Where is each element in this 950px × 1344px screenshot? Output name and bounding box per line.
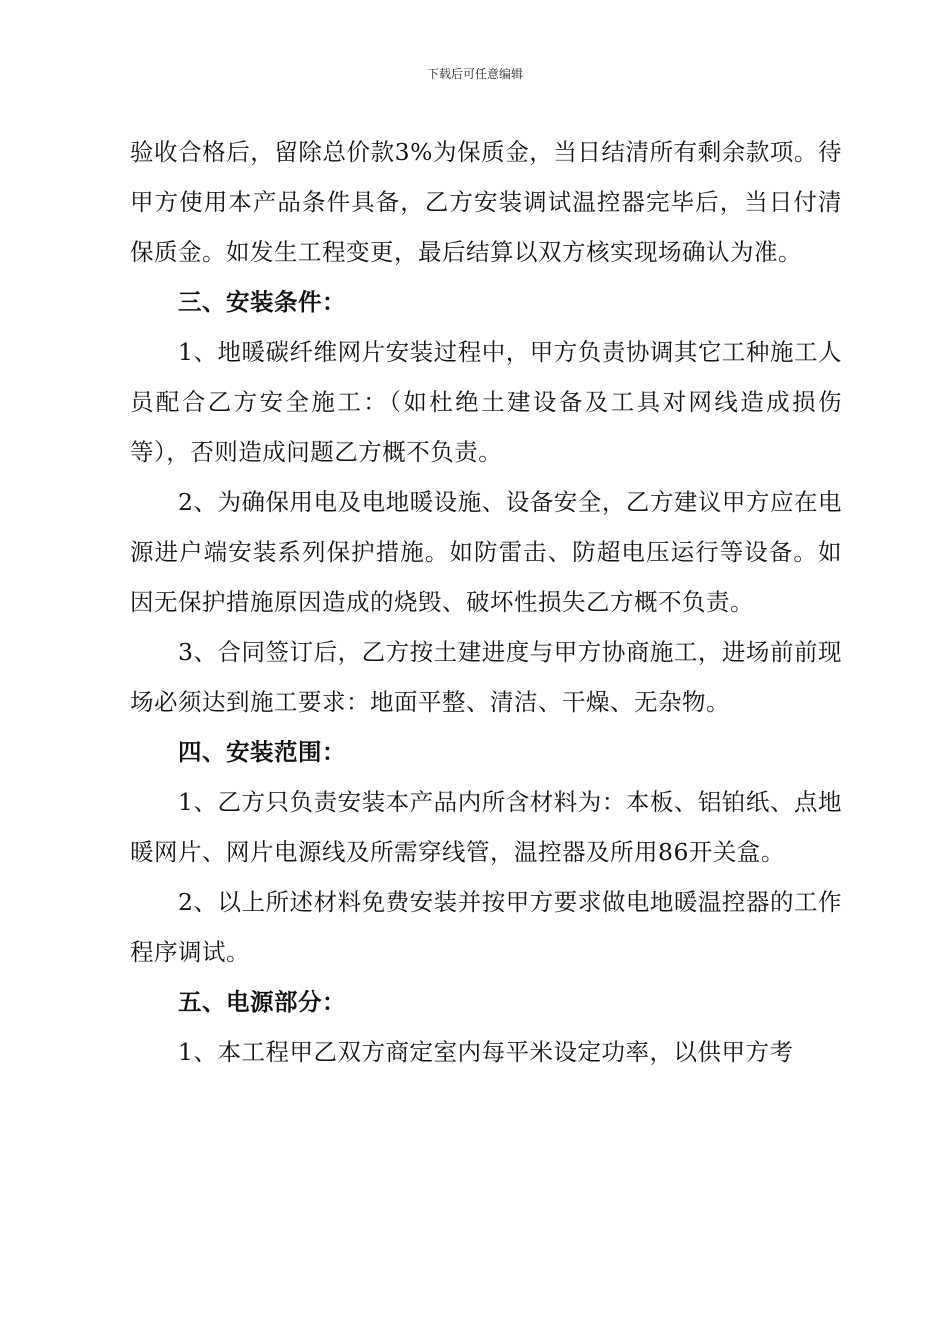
- section-heading-installation-conditions: 三、安装条件：: [178, 288, 346, 316]
- section-heading-power-supply: 五、电源部分：: [178, 988, 346, 1016]
- section-heading-installation-scope: 四、安装范围：: [178, 738, 346, 766]
- paragraph-power-1: 1、本工程甲乙双方商定室内每平米设定功率，以供甲方考: [178, 1038, 794, 1066]
- paragraph-scope-2: 2、以上所述材料免费安装并按甲方要求做电地暖温控器的工作程序调试。: [130, 888, 842, 966]
- page-header: 下载后可任意编辑: [426, 67, 523, 81]
- paragraph-condition-1: 1、地暖碳纤维网片安装过程中，甲方负责协调其它工种施工人员配合乙方安全施工：（如杜绝土建设备及工具对网线造成损伤等），否则造成问题乙方概不负责。: [130, 338, 842, 466]
- document-body: [130, 127, 842, 1077]
- paragraph-condition-2: 2、为确保用电及电地暖设施、设备安全，乙方建议甲方应在电源进户端安装系列保护措施。如防雷击、防超电压运行等设备。如因无保护措施原因造成的烧毁、破坏性损失乙方概不负责。: [130, 488, 842, 616]
- paragraph-condition-3: 3、合同签订后，乙方按土建进度与甲方协商施工，进场前前现场必须达到施工要求：地面平整、清洁、干燥、无杂物。: [130, 638, 842, 716]
- paragraph-scope-1: 1、乙方只负责安装本产品内所含材料为：本板、铝铂纸、点地暖网片、网片电源线及所需穿线管，温控器及所用86开关盒。: [130, 788, 842, 866]
- paragraph-payment-terms: 验收合格后，留除总价款3%为保质金，当日结清所有剩余款项。待甲方使用本产品条件具备，乙方安装调试温控器完毕后，当日付清保质金。如发生工程变更，最后结算以双方核实现场确认为准。: [130, 138, 842, 266]
